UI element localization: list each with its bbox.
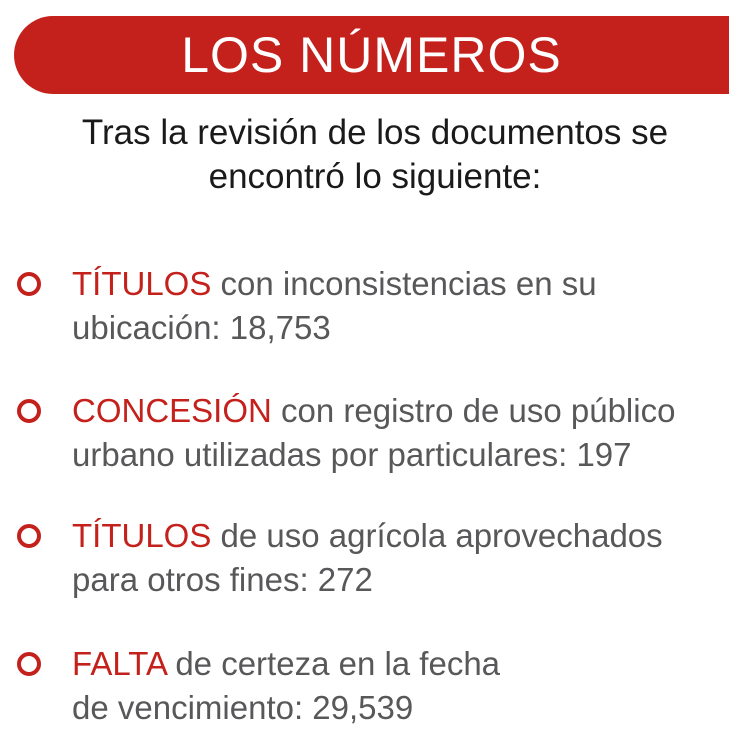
intro-line-2: encontró lo siguiente: — [208, 157, 542, 196]
finding-text — [72, 514, 742, 602]
finding-text — [72, 262, 742, 350]
finding-keyword: FALTA — [72, 645, 167, 682]
finding-description: de uso agrícola aprovechados — [211, 517, 663, 554]
finding-text — [72, 642, 742, 730]
circle-outline-icon — [17, 652, 41, 676]
finding-line-1 — [72, 642, 742, 686]
finding-keyword: TÍTULOS — [72, 517, 212, 554]
finding-line-1 — [72, 389, 742, 433]
finding-line-2: ubicación: 18,753 — [72, 309, 331, 346]
finding-line-1 — [72, 262, 742, 306]
finding-line-2: de vencimiento: 29,539 — [72, 689, 414, 726]
intro-text — [0, 111, 750, 199]
finding-line-2: para otros fines: 272 — [72, 561, 373, 598]
finding-description: de certeza en la fecha — [166, 645, 501, 682]
finding-text — [72, 389, 742, 477]
finding-line-2: urbano utilizadas por particulares: 197 — [72, 436, 632, 473]
finding-keyword: TÍTULOS — [72, 265, 212, 302]
circle-outline-icon — [17, 272, 41, 296]
circle-outline-icon — [17, 524, 41, 548]
finding-description: con inconsistencias en su — [211, 265, 597, 302]
finding-description: con registro de uso público — [271, 392, 676, 429]
page-title: LOS NÚMEROS — [181, 27, 562, 83]
finding-line-1 — [72, 514, 742, 558]
finding-keyword: CONCESIÓN — [72, 392, 272, 429]
intro-line-1: Tras la revisión de los documentos se — [81, 113, 669, 152]
circle-outline-icon — [17, 399, 41, 423]
title-banner — [14, 16, 729, 94]
